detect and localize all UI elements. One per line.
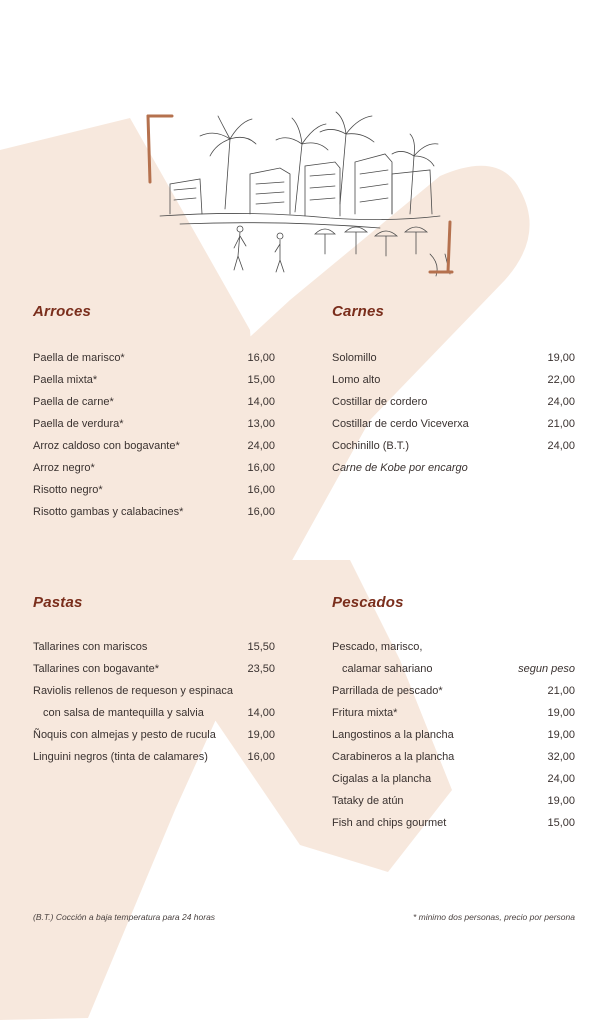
menu-item	[332, 658, 575, 680]
item-price: 22,00	[547, 374, 575, 386]
item-name: Arroz negro*	[33, 462, 95, 474]
menu-item	[33, 413, 275, 435]
pastas-title: Pastas	[33, 594, 83, 611]
menu-item	[332, 790, 575, 812]
item-name: Tataky de atún	[332, 795, 404, 807]
item-price: segun peso	[518, 663, 575, 675]
item-name: Costillar de cordero	[332, 396, 428, 408]
item-price: 14,00	[247, 396, 275, 408]
menu-item	[332, 724, 575, 746]
item-name: Paella de marisco*	[33, 352, 125, 364]
item-price: 21,00	[547, 418, 575, 430]
menu-item	[33, 457, 275, 479]
menu-item	[33, 391, 275, 413]
menu-item	[33, 702, 275, 724]
item-name: Risotto negro*	[33, 484, 103, 496]
item-price: 16,00	[247, 484, 275, 496]
menu-item	[332, 369, 575, 391]
item-name: Raviolis rellenos de requeson y espinaca	[33, 685, 233, 697]
item-name: Paella de verdura*	[33, 418, 124, 430]
menu-item	[33, 479, 275, 501]
item-price: 13,00	[247, 418, 275, 430]
item-price: 16,00	[247, 352, 275, 364]
item-name: Arroz caldoso con bogavante*	[33, 440, 180, 452]
kobe-note: Carne de Kobe por encargo	[332, 462, 468, 474]
carnes-title: Carnes	[332, 303, 385, 320]
item-name: Ñoquis con almejas y pesto de rucula	[33, 729, 216, 741]
item-name: calamar sahariano	[342, 663, 433, 675]
menu-item	[332, 812, 575, 834]
menu-item	[33, 435, 275, 457]
item-name: Pescado, marisco,	[332, 641, 423, 653]
item-name: Cochinillo (B.T.)	[332, 440, 410, 452]
menu-item	[332, 435, 575, 457]
item-name: Langostinos a la plancha	[332, 729, 454, 741]
item-name: Paella de carne*	[33, 396, 114, 408]
pescados-title: Pescados	[332, 594, 404, 611]
item-name: Tallarines con bogavante*	[33, 663, 159, 675]
item-name: Carabineros a la plancha	[332, 751, 455, 763]
item-price: 32,00	[547, 751, 575, 763]
item-name: Fish and chips gourmet	[332, 817, 447, 829]
item-price: 24,00	[247, 440, 275, 452]
item-name: Cigalas a la plancha	[332, 773, 432, 785]
menu-item	[332, 413, 575, 435]
menu-item	[33, 680, 275, 702]
arroces-list	[33, 347, 275, 523]
item-price: 24,00	[547, 440, 575, 452]
pastas-list	[33, 636, 275, 768]
menu-item	[33, 724, 275, 746]
item-name: Linguini negros (tinta de calamares)	[33, 751, 208, 763]
item-price: 19,00	[547, 795, 575, 807]
menu-item	[332, 636, 575, 658]
item-price: 24,00	[547, 396, 575, 408]
menu-item	[332, 347, 575, 369]
pescados-list	[332, 636, 575, 834]
menu-item	[33, 347, 275, 369]
menu-item	[33, 636, 275, 658]
menu-note	[332, 457, 575, 479]
item-name: Costillar de cerdo Viceverxa	[332, 418, 469, 430]
item-price: 16,00	[247, 462, 275, 474]
item-price: 14,00	[247, 707, 275, 719]
item-price: 15,00	[247, 374, 275, 386]
item-name: Lomo alto	[332, 374, 381, 386]
item-name: Tallarines con mariscos	[33, 641, 148, 653]
footnote-minimum: * minimo dos personas, precio por persona	[412, 912, 575, 922]
menu-item	[332, 702, 575, 724]
item-name: Parrillada de pescado*	[332, 685, 443, 697]
menu-item	[33, 369, 275, 391]
item-price: 19,00	[547, 707, 575, 719]
menu-item	[332, 746, 575, 768]
menu-item	[332, 391, 575, 413]
item-price: 16,00	[247, 751, 275, 763]
menu-item	[332, 768, 575, 790]
menu-item	[33, 746, 275, 768]
item-price: 16,00	[247, 506, 275, 518]
item-name: Solomillo	[332, 352, 377, 364]
item-price: 24,00	[547, 773, 575, 785]
item-name: Paella mixta*	[33, 374, 98, 386]
seaside-sketch-illustration	[130, 104, 460, 286]
carnes-list	[332, 347, 575, 479]
item-price: 19,00	[547, 352, 575, 364]
item-price: 21,00	[547, 685, 575, 697]
item-price: 15,00	[547, 817, 575, 829]
item-price: 15,50	[247, 641, 275, 653]
menu-item	[33, 501, 275, 523]
footnote-bt: (B.T.) Cocción a baja temperatura para 24 horas	[33, 912, 216, 922]
item-price: 19,00	[247, 729, 275, 741]
item-name: Fritura mixta*	[332, 707, 398, 719]
arroces-title: Arroces	[33, 303, 92, 320]
item-price: 23,50	[247, 663, 275, 675]
menu-item	[332, 680, 575, 702]
item-name: con salsa de mantequilla y salvia	[43, 707, 204, 719]
item-name: Risotto gambas y calabacines*	[33, 506, 184, 518]
item-price: 19,00	[547, 729, 575, 741]
menu-item	[33, 658, 275, 680]
